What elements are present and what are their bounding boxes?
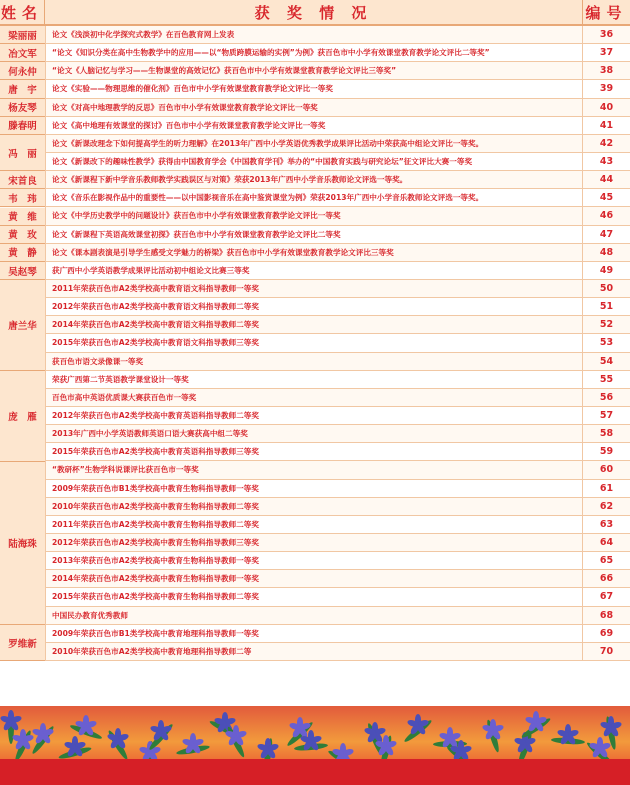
table-row	[0, 226, 630, 244]
number-cell: 64	[599, 537, 614, 548]
teacher-name: 唐兰华	[0, 280, 45, 371]
award-cell: 2010年荣获百色市A2类学校高中教育生物科指导教师二等奖	[45, 498, 583, 515]
award-cell: “论文《人脑记忆与学习——生物课堂的高效记忆》获百色市中小学有效课堂教育教学论文评比三等奖”	[45, 62, 583, 79]
flower-icon	[32, 723, 54, 745]
award-cell: 论文《中学历史教学中的问题设计》获百色市中小学有效课堂教育教学论文评比一等奖	[45, 207, 583, 224]
table-row	[0, 80, 630, 98]
number-cell: 42	[599, 137, 614, 149]
number-cell: 36	[599, 29, 614, 41]
award-cell: 2011年荣获百色市A2类学校高中教育生物科指导教师二等奖	[45, 516, 583, 533]
decorative-footer	[0, 706, 630, 785]
number-cell: 68	[599, 609, 614, 621]
table-row	[0, 171, 630, 189]
teacher-name: 黄 玫	[0, 226, 45, 244]
number-cell: 51	[599, 301, 614, 313]
teacher-name: 吴赵琴	[0, 262, 45, 280]
award-cell: 2014年荣获百色市A2类学校高中教育语文科指导教师二等奖	[45, 316, 583, 333]
teacher-name: 何永仲	[0, 62, 45, 80]
award-cell: “论文《知识分类在高中生物教学中的应用——以“物质跨膜运输的实例”为例》获百色市中小学有效课堂教育教学论文评比二等奖”	[45, 44, 583, 61]
award-cell: 2015年荣获百色市A2类学校高中教育英语科指导教师三等奖	[45, 443, 583, 460]
flower-icon	[525, 711, 547, 733]
teacher-name: 滕春明	[0, 117, 45, 135]
award-cell: 2011年荣获百色市A2类学校高中教育语文科指导教师一等奖	[45, 280, 583, 297]
number-cell: 56	[599, 391, 614, 403]
award-cell: 2012年荣获百色市A2类学校高中教育英语科指导教师二等奖	[45, 407, 583, 424]
award-cell: 中国民办教育优秀教师	[45, 607, 583, 624]
table-row	[0, 516, 630, 534]
award-cell: 2012年荣获百色市A2类学校高中教育语文科指导教师二等奖	[45, 298, 583, 315]
award-cell: 论文《浅淡初中化学探究式教学》在百色教育网上发表	[45, 26, 583, 43]
award-cell: 论文《音乐在影视作品中的重要性——以中国影视音乐在高中鉴赏课堂为例》荣获2013年广西中小学音乐教师论文评选一等奖。	[45, 189, 583, 206]
flower-icon	[375, 735, 397, 757]
flower-icon	[257, 738, 279, 760]
flower-icon	[150, 720, 172, 742]
table-body	[0, 26, 630, 661]
number-cell: 67	[599, 591, 614, 603]
teacher-name: 罗维新	[0, 625, 45, 661]
number-cell: 52	[599, 319, 614, 331]
number-cell: 40	[599, 101, 614, 113]
table-row	[0, 425, 630, 443]
table-row	[0, 461, 630, 479]
number-cell: 70	[599, 645, 614, 657]
flower-icon	[557, 724, 579, 746]
flower-icon	[182, 733, 204, 755]
table-row	[0, 443, 630, 461]
award-cell: 论文《新课改理念下如何提高学生的听力理解》在2013年广西中小学英语优秀教学成果评比活动中荣获高中组论文评比一等奖。	[45, 135, 583, 152]
number-cell: 62	[599, 500, 614, 512]
number-cell: 37	[599, 47, 614, 59]
teacher-name: 宋首良	[0, 171, 45, 189]
table-row	[0, 298, 630, 316]
table-row	[0, 153, 630, 171]
table-row	[0, 480, 630, 498]
table-row	[0, 26, 630, 44]
flower-icon	[225, 725, 247, 747]
table-row	[0, 207, 630, 225]
number-cell: 41	[599, 119, 614, 131]
number-cell: 60	[599, 464, 614, 476]
table-row	[0, 316, 630, 334]
number-cell: 45	[599, 192, 614, 204]
header-name: 姓名	[0, 0, 45, 24]
table-row	[0, 570, 630, 588]
award-cell: 2015年荣获百色市A2类学校高中教育生物科指导教师二等奖	[45, 588, 583, 605]
flower-icon	[12, 729, 34, 751]
flower-icon	[482, 719, 504, 741]
number-cell: 44	[599, 174, 614, 186]
number-cell: 47	[599, 228, 614, 240]
award-cell: 2010年荣获百色市A2类学校高中教育地理科指导教师二等	[45, 643, 583, 660]
table-row	[0, 280, 630, 298]
number-cell: 61	[599, 482, 614, 494]
number-cell: 38	[599, 65, 614, 77]
table-row	[0, 588, 630, 606]
award-cell: 获百色市语文录像课一等奖	[45, 353, 583, 370]
award-cell: 2015年荣获百色市A2类学校高中教育语文科指导教师三等奖	[45, 334, 583, 351]
number-cell: 55	[599, 373, 614, 385]
award-cell: 2014年荣获百色市A2类学校高中教育生物科指导教师一等奖	[45, 570, 583, 587]
table-row	[0, 353, 630, 371]
number-cell: 48	[599, 246, 614, 258]
number-cell: 69	[599, 627, 614, 639]
table-row	[0, 607, 630, 625]
flower-icon	[589, 737, 611, 759]
teacher-name: 黄 维	[0, 208, 45, 226]
table-row	[0, 552, 630, 570]
award-cell: 百色市高中英语优质课大赛获百色市一等奖	[45, 389, 583, 406]
header-number: 编号	[585, 3, 628, 22]
award-cell: “教研杯”生物学科说课评比获百色市一等奖	[45, 461, 583, 478]
award-cell: 获广西中小学英语教学成果评比活动初中组论文比赛三等奖	[45, 262, 583, 279]
teacher-name: 庞 雁	[0, 371, 45, 462]
award-cell: 论文《新课程下英语高效课堂初探》获百色市中小学有效课堂教育教学论文评比二等奖	[45, 226, 583, 243]
teacher-name: 陆海珠	[0, 462, 45, 625]
number-cell: 58	[599, 428, 614, 440]
table-row	[0, 117, 630, 135]
table-row	[0, 189, 630, 207]
award-cell: 荣获广西第二节英语教学课堂设计一等奖	[45, 371, 583, 388]
table-row	[0, 407, 630, 425]
table-row	[0, 625, 630, 643]
footer-band	[0, 759, 630, 785]
award-cell: 2013年广西中小学英语教师英语口语大赛获高中组二等奖	[45, 425, 583, 442]
table-row	[0, 389, 630, 407]
number-cell: 66	[599, 573, 614, 585]
award-cell: 论文《高中地理有效课堂的探讨》百色市中小学有效课堂教育教学论文评比一等奖	[45, 117, 583, 134]
award-cell: 论文《对高中地理教学的反思》百色市中小学有效课堂教育教学论文评比一等奖	[45, 99, 583, 116]
table-row	[0, 135, 630, 153]
table-row	[0, 498, 630, 516]
teacher-name: 韦 玮	[0, 189, 45, 207]
table-row	[0, 44, 630, 62]
table-row	[0, 534, 630, 552]
table-header	[0, 0, 630, 26]
number-cell: 59	[599, 446, 614, 458]
number-cell: 50	[599, 283, 614, 295]
award-cell: 论文《新课改下的趣味性教学》获得由中国教育学会《中国教育学刊》举办的“中国教育实践与研究论坛”征文评比大赛一等奖	[45, 153, 583, 170]
number-cell: 46	[599, 210, 614, 222]
number-cell: 39	[599, 83, 614, 95]
award-cell: 2009年荣获百色市B1类学校高中教育地理科指导教师一等奖	[45, 625, 583, 642]
teacher-name: 冶文军	[0, 44, 45, 62]
flower-icon	[407, 714, 429, 736]
number-cell: 49	[599, 264, 614, 276]
number-cell: 57	[599, 410, 614, 422]
teacher-name: 杨友琴	[0, 99, 45, 117]
award-cell: 论文《实验——物理思维的催化剂》百色市中小学有效课堂教育教学论文评比一等奖	[45, 80, 583, 97]
table-row	[0, 643, 630, 661]
table-row	[0, 334, 630, 352]
number-cell: 63	[599, 518, 614, 530]
award-cell: 2009年荣获百色市B1类学校高中教育生物科指导教师一等奖	[45, 480, 583, 497]
teacher-name: 黄 静	[0, 244, 45, 262]
number-cell: 53	[599, 337, 614, 349]
award-cell: 论文《课本剧表演是引导学生感受文学魅力的桥梁》获百色市中小学有效课堂教育教学论文评比三等奖	[45, 244, 583, 261]
flower-icon	[300, 730, 322, 752]
award-cell: 2012年荣获百色市A2类学校高中教育生物科指导教师三等奖	[45, 534, 583, 551]
teacher-name: 唐 宇	[0, 80, 45, 98]
award-cell: 2013年荣获百色市A2类学校高中教育生物科指导教师一等奖	[45, 552, 583, 569]
table-row	[0, 244, 630, 262]
flower-icon	[64, 736, 86, 758]
number-cell: 43	[599, 156, 614, 168]
number-cell: 65	[599, 555, 614, 567]
header-award: 获 奖 情 况	[45, 0, 583, 24]
table-row	[0, 99, 630, 117]
table-row	[0, 62, 630, 80]
flower-icon	[75, 715, 97, 737]
teacher-name: 冯 丽	[0, 135, 45, 171]
flower-icon	[600, 716, 622, 738]
number-cell: 54	[599, 355, 614, 367]
teacher-name: 梁丽丽	[0, 26, 45, 44]
table-row	[0, 262, 630, 280]
table-row	[0, 371, 630, 389]
flower-icon	[107, 728, 129, 750]
award-cell: 论文《新课程下新中学音乐教师教学实践误区与对策》荣获2013年广西中小学音乐教师论文评选一等奖。	[45, 171, 583, 188]
